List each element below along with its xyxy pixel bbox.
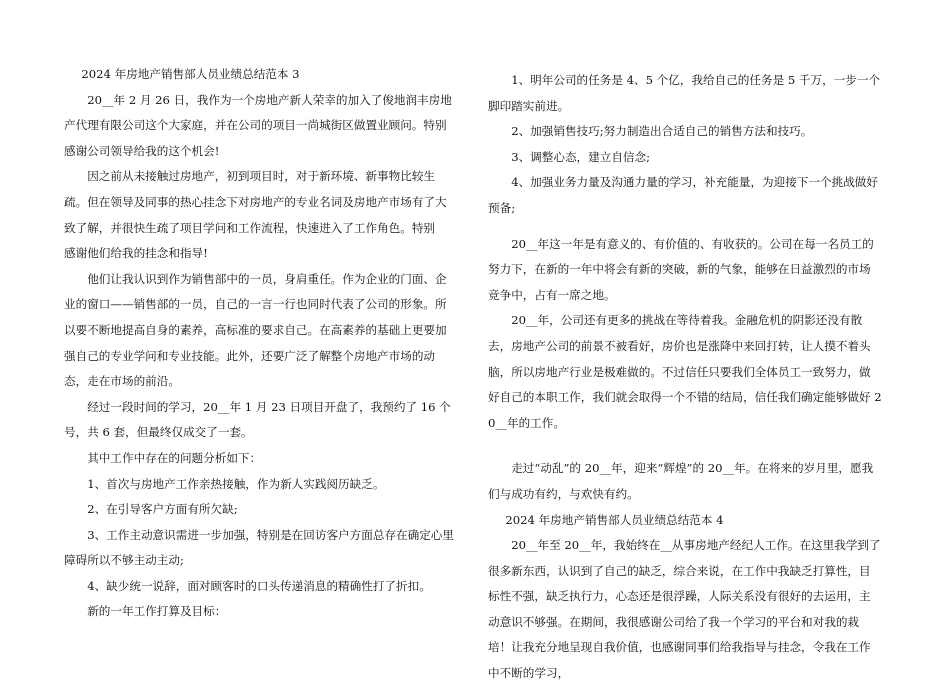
paragraph: 20__年，公司还有更多的挑战在等待着我。金融危机的阴影还没有散去，房地产公司的前景不被看好，房价也是涨降中来回打转，让人摸不着头脑，所以房地产行业是极难做的。不过信任只要我们全体员工一致努力，做好自己的本职工作，我们就会取得一个不错的结局，信任我们确定能够做好 20__年的工作。 (488, 313, 882, 430)
list-item: 3、工作主动意识需进一步加强，特别是在回访客户方面总存在确定心里障碍所以不够主动主动; (64, 527, 454, 568)
goal-item: 4、加强业务力量及沟通力量的学习，补充能量，为迎接下一个挑战做好预备; (488, 175, 878, 215)
right-column (488, 68, 882, 687)
goal-item: 1、明年公司的任务是 4、5 个亿，我给自己的任务是 5 千万，一步一个脚印踏实前进。 (488, 73, 881, 113)
goal-item: 2、加强销售技巧;努力制造出合适自己的销售方法和技巧。 (511, 124, 813, 139)
list-item: 2、在引导客户方面有所欠缺; (87, 502, 238, 517)
paragraph: 因之前从未接触过房地产，初到项目时，对于新环境、新事物比较生疏。但在领导及同事的热心挂念下对房地产的专业名词及房地产市场有了大致了解，并很快生疏了项目学问和工作流程，快速进入了工作角色。特别 感谢他们给我的挂念和指导! (64, 169, 459, 261)
paragraph: 走过“动乱”的 20__年，迎来“辉煌”的 20__年。在将来的岁月里，愿我们与成功有约，与欢快有约。 (488, 461, 874, 501)
spacer (488, 436, 882, 456)
list-item: 4、缺少统一说辞，面对顾客时的口头传递消息的精确性打了折扣。 (87, 578, 431, 593)
list-item: 1、首次与房地产工作亲热接触，作为新人实践阅历缺乏。 (87, 476, 385, 491)
section-title-3: 2024 年房地产销售部人员业绩总结范本 3 (81, 67, 300, 81)
paragraph: 20__年 2 月 26 日，我作为一个房地产新人荣幸的加入了俊地润丰房地产代理有限公司这个大家庭，并在公司的项目一尚城街区做置业顾问。特别 感谢公司领导给我的这个机会! (64, 92, 470, 158)
spacer (488, 222, 882, 232)
paragraph: 新的一年工作打算及目标： (87, 604, 227, 619)
left-column (64, 62, 470, 625)
paragraph: 20__年这一年是有意义的、有价值的、有收获的。公司在每一名员工的努力下，在新的一年中将会有新的突破，新的气象，能够在日益激烈的市场竞争中，占有一席之地。 (488, 236, 874, 302)
paragraph: 其中工作中存在的问题分析如下： (87, 450, 262, 465)
paragraph: 经过一段时间的学习，20__年 1 月 23 日项目开盘了，我预约了 16 个号，共 6 套，但最终仅成交了一套。 (64, 399, 451, 440)
goal-item: 3、调整心态，建立自信念; (511, 149, 651, 164)
section-title-4: 2024 年房地产销售部人员业绩总结范本 4 (505, 512, 724, 527)
paragraph: 20__年至 20__年，我始终在__从事房地产经纪人工作。在这里我学到了很多新东西，认识到了自己的缺乏，综合来说，在工作中我缺乏打算性，目标性不强，缺乏执行力，心态还是很浮躁，人际关系没有很好的去运用，主动意识不够强。在期间，我很感谢公司给了我一个学习的平台和对我的栽培！让我充分地呈现自我价值，也感谢同事们给我指导与挂念，令我在工作中不断的学习， (488, 538, 881, 681)
paragraph: 他们让我认识到作为销售部中的一员，身肩重任。作为企业的门面、企业的窗口——销售部的一员，自己的一言一行也同时代表了公司的形象。所以要不断地提高自身的素养，高标准的要求自己。在高素养的基础上更要加强自己的专业学问和专业技能。此外，还要广泛了解整个房地产市场的动态，走在市场的前沿。 (64, 271, 447, 389)
